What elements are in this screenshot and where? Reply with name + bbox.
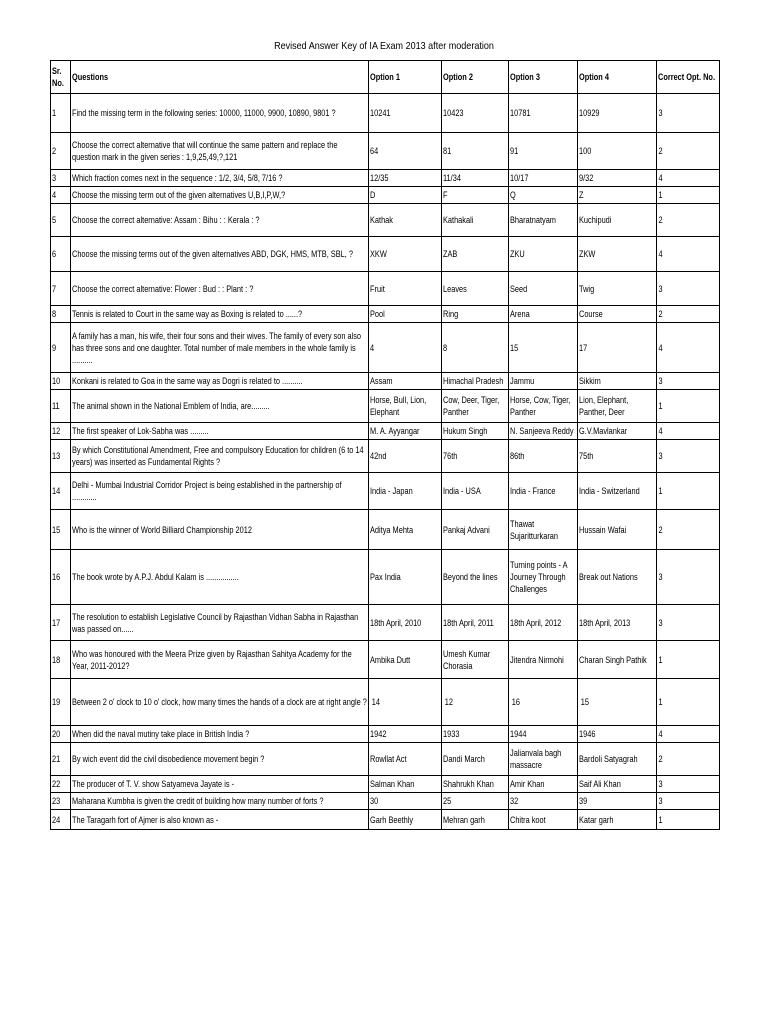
option-3-cell: Jitendra Nirmohi (509, 641, 578, 679)
sr-cell: 23 (51, 793, 71, 810)
option-2-cell: Beyond the lines (442, 550, 509, 605)
option-3-cell: Amir Khan (509, 776, 578, 793)
question-cell: Who was honoured with the Meera Prize given by Rajasthan Sahitya Academy for the Year, 2011-2012? (71, 641, 369, 679)
option-4-cell: 100 (578, 133, 657, 170)
sr-cell: 8 (51, 306, 71, 323)
option-3-cell: 32 (509, 793, 578, 810)
option-2-cell: 12 (442, 679, 509, 726)
question-cell: A family has a man, his wife, their four sons and their wives. The family of every son also has three sons and one daughter. Total number of male members in the whole family is .......... (71, 323, 369, 373)
question-cell: Maharana Kumbha is given the credit of building how many number of forts ? (71, 793, 369, 810)
sr-cell: 7 (51, 272, 71, 306)
table-row (51, 237, 720, 272)
option-2-cell: Hukum Singh (442, 423, 509, 440)
sr-cell: 3 (51, 170, 71, 187)
header-question: Questions (71, 61, 369, 94)
option-1-cell: 12/35 (369, 170, 442, 187)
option-4-cell: Charan Singh Pathik (578, 641, 657, 679)
option-3-cell: Jammu (509, 373, 578, 390)
option-2-cell: Umesh Kumar Chorasia (442, 641, 509, 679)
option-4-cell: Course (578, 306, 657, 323)
option-4-cell: 75th (578, 440, 657, 473)
option-2-cell: 1933 (442, 726, 509, 743)
sr-cell: 4 (51, 187, 71, 204)
option-4-cell: 15 (578, 679, 657, 726)
question-cell: Delhi - Mumbai Industrial Corridor Project is being established in the partnership of ............ (71, 473, 369, 510)
option-2-cell: Leaves (442, 272, 509, 306)
header-correct-option: Correct Opt. No. (657, 61, 720, 94)
option-2-cell: 8 (442, 323, 509, 373)
option-1-cell: Assam (369, 373, 442, 390)
option-2-cell: Dandi March (442, 743, 509, 776)
sr-cell: 15 (51, 510, 71, 550)
correct-option-cell: 2 (657, 133, 720, 170)
sr-cell: 16 (51, 550, 71, 605)
option-1-cell: 30 (369, 793, 442, 810)
option-3-cell: Horse, Cow, Tiger, Panther (509, 390, 578, 423)
option-1-cell: M. A. Ayyangar (369, 423, 442, 440)
header-option-1: Option 1 (369, 61, 442, 94)
option-2-cell: 76th (442, 440, 509, 473)
correct-option-cell: 2 (657, 510, 720, 550)
question-cell: Choose the missing term out of the given alternatives U,B,I,P,W,? (71, 187, 369, 204)
correct-option-cell: 4 (657, 170, 720, 187)
question-cell: Choose the correct alternative: Flower : Bud : : Plant : ? (71, 272, 369, 306)
header-row (51, 61, 720, 94)
option-3-cell: 16 (509, 679, 578, 726)
table-row (51, 605, 720, 641)
correct-option-cell: 1 (657, 810, 720, 830)
document-title: Revised Answer Key of IA Exam 2013 after moderation (274, 40, 494, 52)
sr-cell: 17 (51, 605, 71, 641)
correct-option-cell: 1 (657, 473, 720, 510)
option-2-cell: 25 (442, 793, 509, 810)
table-row (51, 390, 720, 423)
option-1-cell: Aditya Mehta (369, 510, 442, 550)
header-option-3: Option 3 (509, 61, 578, 94)
option-2-cell: Shahrukh Khan (442, 776, 509, 793)
question-cell: Between 2 o' clock to 10 o' clock, how many times the hands of a clock are at right angle ? (71, 679, 369, 726)
option-4-cell: Saif Ali Khan (578, 776, 657, 793)
option-1-cell: 4 (369, 323, 442, 373)
option-2-cell: 18th April, 2011 (442, 605, 509, 641)
option-1-cell: Fruit (369, 272, 442, 306)
option-4-cell: Kuchipudi (578, 204, 657, 237)
option-1-cell: Rowllat Act (369, 743, 442, 776)
option-4-cell: 39 (578, 793, 657, 810)
header-sr: Sr. No. (51, 61, 71, 94)
option-3-cell: Q (509, 187, 578, 204)
correct-option-cell: 2 (657, 204, 720, 237)
question-cell: Tennis is related to Court in the same way as Boxing is related to ......? (71, 306, 369, 323)
option-2-cell: 10423 (442, 94, 509, 133)
header-option-2: Option 2 (442, 61, 509, 94)
table-row (51, 133, 720, 170)
option-3-cell: 10/17 (509, 170, 578, 187)
sr-cell: 19 (51, 679, 71, 726)
question-cell: Choose the missing terms out of the given alternatives ABD, DGK, HMS, MTB, SBL, ? (71, 237, 369, 272)
table-row (51, 187, 720, 204)
sr-cell: 9 (51, 323, 71, 373)
correct-option-cell: 3 (657, 776, 720, 793)
option-1-cell: 64 (369, 133, 442, 170)
correct-option-cell: 1 (657, 187, 720, 204)
option-2-cell: Ring (442, 306, 509, 323)
question-cell: By wich event did the civil disobedience movement begin ? (71, 743, 369, 776)
option-3-cell: India - France (509, 473, 578, 510)
sr-cell: 10 (51, 373, 71, 390)
option-2-cell: Himachal Pradesh (442, 373, 509, 390)
correct-option-cell: 1 (657, 679, 720, 726)
answer-key-table (50, 60, 720, 830)
option-4-cell: Katar garh (578, 810, 657, 830)
sr-cell: 12 (51, 423, 71, 440)
option-1-cell: Kathak (369, 204, 442, 237)
option-3-cell: N. Sanjeeva Reddy (509, 423, 578, 440)
question-cell: Which fraction comes next in the sequence : 1/2, 3/4, 5/8, 7/16 ? (71, 170, 369, 187)
option-4-cell: G.V.Mavlankar (578, 423, 657, 440)
option-3-cell: 86th (509, 440, 578, 473)
correct-option-cell: 4 (657, 323, 720, 373)
correct-option-cell: 3 (657, 440, 720, 473)
question-cell: The book wrote by A.P.J. Abdul Kalam is ................ (71, 550, 369, 605)
sr-cell: 14 (51, 473, 71, 510)
option-2-cell: India - USA (442, 473, 509, 510)
table-row (51, 170, 720, 187)
option-1-cell: 1942 (369, 726, 442, 743)
question-cell: The first speaker of Lok-Sabha was ......... (71, 423, 369, 440)
option-1-cell: 42nd (369, 440, 442, 473)
sr-cell: 11 (51, 390, 71, 423)
correct-option-cell: 3 (657, 605, 720, 641)
option-3-cell: 18th April, 2012 (509, 605, 578, 641)
correct-option-cell: 4 (657, 726, 720, 743)
option-3-cell: Bharatnatyam (509, 204, 578, 237)
option-1-cell: Salman Khan (369, 776, 442, 793)
option-4-cell: India - Switzerland (578, 473, 657, 510)
sr-cell: 21 (51, 743, 71, 776)
correct-option-cell: 2 (657, 743, 720, 776)
correct-option-cell: 3 (657, 272, 720, 306)
option-3-cell: Jalianvala bagh massacre (509, 743, 578, 776)
question-cell: Choose the correct alternative: Assam : Bihu : : Kerala : ? (71, 204, 369, 237)
correct-option-cell: 3 (657, 550, 720, 605)
table-row (51, 373, 720, 390)
table-row (51, 510, 720, 550)
sr-cell: 5 (51, 204, 71, 237)
option-3-cell: Seed (509, 272, 578, 306)
table-row (51, 440, 720, 473)
option-3-cell: 15 (509, 323, 578, 373)
table-row (51, 776, 720, 793)
table-row (51, 641, 720, 679)
option-1-cell: Garh Beethly (369, 810, 442, 830)
table-row (51, 726, 720, 743)
sr-cell: 1 (51, 94, 71, 133)
question-cell: The Taragarh fort of Ajmer is also known as - (71, 810, 369, 830)
option-4-cell: 18th April, 2013 (578, 605, 657, 641)
option-1-cell: XKW (369, 237, 442, 272)
option-4-cell: Hussain Wafai (578, 510, 657, 550)
question-cell: The animal shown in the National Emblem of India, are......... (71, 390, 369, 423)
sr-cell: 22 (51, 776, 71, 793)
sr-cell: 18 (51, 641, 71, 679)
correct-option-cell: 3 (657, 793, 720, 810)
table-row (51, 679, 720, 726)
table-row (51, 793, 720, 810)
option-3-cell: 1944 (509, 726, 578, 743)
table-row (51, 306, 720, 323)
option-3-cell: Arena (509, 306, 578, 323)
option-1-cell: D (369, 187, 442, 204)
option-4-cell: 17 (578, 323, 657, 373)
correct-option-cell: 1 (657, 641, 720, 679)
option-4-cell: Lion, Elephant, Panther, Deer (578, 390, 657, 423)
option-2-cell: Cow, Deer, Tiger, Panther (442, 390, 509, 423)
option-3-cell: Chitra koot (509, 810, 578, 830)
option-1-cell: 10241 (369, 94, 442, 133)
table-row (51, 204, 720, 237)
sr-cell: 24 (51, 810, 71, 830)
option-1-cell: India - Japan (369, 473, 442, 510)
question-cell: When did the naval mutiny take place in British India ? (71, 726, 369, 743)
option-4-cell: 9/32 (578, 170, 657, 187)
option-3-cell: Thawat Sujaritturkaran (509, 510, 578, 550)
option-1-cell: Pool (369, 306, 442, 323)
table-row (51, 272, 720, 306)
table-row (51, 473, 720, 510)
question-cell: Choose the correct alternative that will continue the same pattern and replace the question mark in the given series : 1,9,25,49,?,121 (71, 133, 369, 170)
option-2-cell: Mehran garh (442, 810, 509, 830)
correct-option-cell: 3 (657, 94, 720, 133)
correct-option-cell: 4 (657, 423, 720, 440)
correct-option-cell: 4 (657, 237, 720, 272)
option-2-cell: 11/34 (442, 170, 509, 187)
sr-cell: 20 (51, 726, 71, 743)
option-2-cell: Kathakali (442, 204, 509, 237)
table-row (51, 323, 720, 373)
option-1-cell: Horse, Bull, Lion, Elephant (369, 390, 442, 423)
option-1-cell: Ambika Dutt (369, 641, 442, 679)
option-1-cell: Pax India (369, 550, 442, 605)
question-cell: The resolution to establish Legislative Council by Rajasthan Vidhan Sabha in Rajasthan was passed on...... (71, 605, 369, 641)
option-3-cell: Turning points - A Journey Through Challenges (509, 550, 578, 605)
option-2-cell: F (442, 187, 509, 204)
question-cell: By which Constitutional Amendment, Free and compulsory Education for children (6 to 14 years) was inserted as Fundamental Rights ? (71, 440, 369, 473)
option-4-cell: Break out Nations (578, 550, 657, 605)
header-option-4: Option 4 (578, 61, 657, 94)
table-row (51, 743, 720, 776)
correct-option-cell: 2 (657, 306, 720, 323)
option-4-cell: Z (578, 187, 657, 204)
question-cell: The producer of T. V. show Satyameva Jayate is - (71, 776, 369, 793)
question-cell: Find the missing term in the following series: 10000, 11000, 9900, 10890, 9801 ? (71, 94, 369, 133)
sr-cell: 6 (51, 237, 71, 272)
option-1-cell: 14 (369, 679, 442, 726)
option-2-cell: ZAB (442, 237, 509, 272)
option-2-cell: Pankaj Advani (442, 510, 509, 550)
option-4-cell: Bardoli Satyagrah (578, 743, 657, 776)
option-4-cell: Twig (578, 272, 657, 306)
correct-option-cell: 1 (657, 390, 720, 423)
correct-option-cell: 3 (657, 373, 720, 390)
option-4-cell: 10929 (578, 94, 657, 133)
option-3-cell: 10781 (509, 94, 578, 133)
table-row (51, 423, 720, 440)
option-4-cell: ZKW (578, 237, 657, 272)
option-4-cell: Sikkim (578, 373, 657, 390)
question-cell: Konkani is related to Goa in the same way as Dogri is related to .......... (71, 373, 369, 390)
option-3-cell: ZKU (509, 237, 578, 272)
table-row (51, 94, 720, 133)
sr-cell: 2 (51, 133, 71, 170)
option-1-cell: 18th April, 2010 (369, 605, 442, 641)
sr-cell: 13 (51, 440, 71, 473)
question-cell: Who is the winner of World Billiard Championship 2012 (71, 510, 369, 550)
option-3-cell: 91 (509, 133, 578, 170)
table-row (51, 810, 720, 830)
option-4-cell: 1946 (578, 726, 657, 743)
option-2-cell: 81 (442, 133, 509, 170)
table-row (51, 550, 720, 605)
